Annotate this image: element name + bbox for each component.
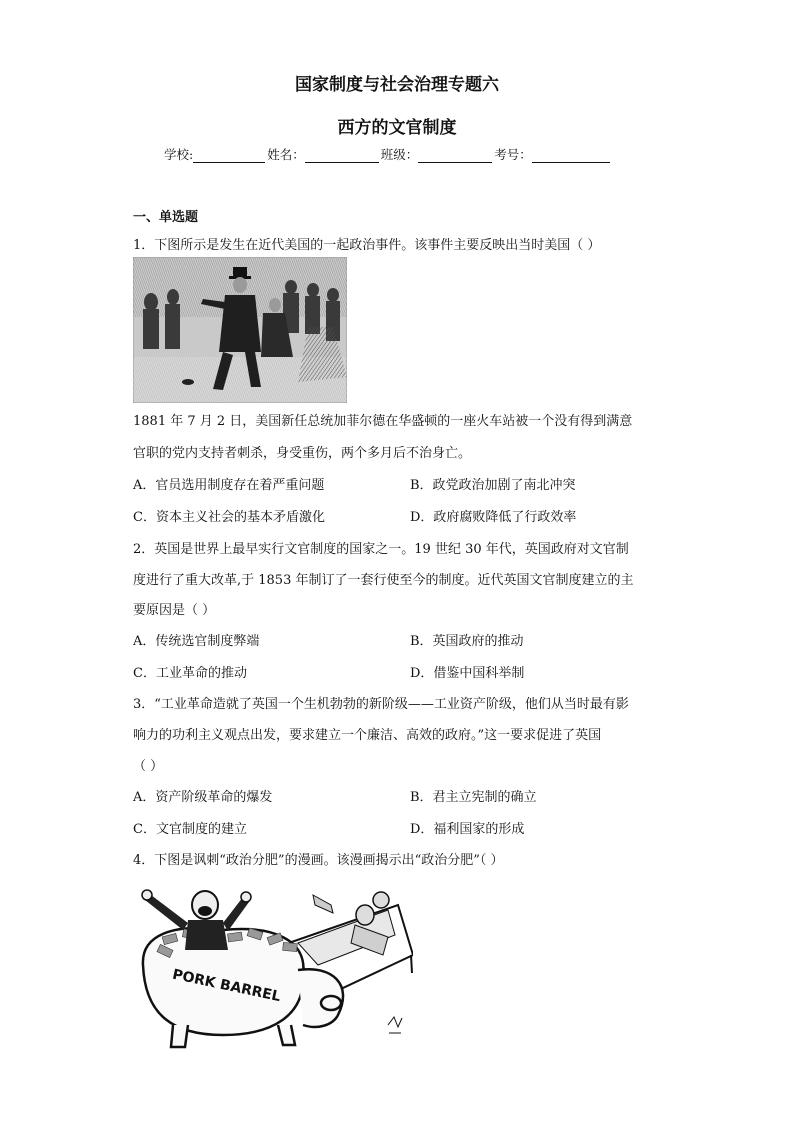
question-2-stem-line-1: 2．英国是世界上最早实行文官制度的国家之一。19 世纪 30 年代，英国政府对文官制	[133, 542, 629, 557]
question-2-option-a[interactable]: A．传统选官制度弊端	[133, 634, 260, 649]
question-3-option-c[interactable]: C．文官制度的建立	[133, 822, 247, 837]
question-4-stem: 4．下图是讽刺“政治分肥”的漫画。该漫画揭示出“政治分肥”（ ）	[133, 853, 504, 868]
question-3-stem-line-3: （ ）	[133, 759, 164, 774]
question-2-stem-line-2: 度进行了重大改革,于 1853 年制订了一套行使至今的制度。近代英国文官制度建立的主	[133, 573, 634, 588]
assassination-engraving-image	[133, 257, 347, 403]
exam-number-blank[interactable]	[532, 148, 610, 163]
section-heading: 一、单选题	[133, 210, 199, 225]
page-subtitle: 西方的文官制度	[337, 118, 457, 138]
question-3-option-b[interactable]: B．君主立宪制的确立	[410, 790, 537, 805]
question-3-stem-line-2: 响力的功利主义观点出发，要求建立一个廉洁、高效的政府。”这一要求促进了英国	[133, 728, 602, 743]
student-info-fields	[164, 145, 612, 163]
question-2-stem-line-3: 要原因是（ ）	[133, 603, 216, 618]
question-1-option-a[interactable]: A．官员选用制度存在着严重问题	[133, 478, 325, 493]
name-blank[interactable]	[305, 148, 379, 163]
question-3-option-d[interactable]: D．福利国家的形成	[410, 822, 525, 837]
question-1-stem: 1．下图所示是发生在近代美国的一起政治事件。该事件主要反映出当时美国（ ）	[133, 238, 601, 253]
question-1-option-d[interactable]: D．政府腐败降低了行政效率	[410, 510, 577, 525]
question-3-option-a[interactable]: A．资产阶级革命的爆发	[133, 790, 273, 805]
page-title: 国家制度与社会治理专题六	[295, 75, 499, 95]
question-2-option-b[interactable]: B．英国政府的推动	[410, 634, 524, 649]
question-1-caption-line-2: 官职的党内支持者刺杀，身受重伤，两个多月后不治身亡。	[133, 446, 472, 461]
pork-barrel-label: PORK BARREL	[170, 966, 283, 1006]
class-blank[interactable]	[418, 148, 492, 163]
class-label: 班级：	[380, 147, 419, 162]
exam-number-field[interactable]	[494, 145, 612, 163]
school-field[interactable]	[164, 145, 267, 163]
class-field[interactable]	[381, 145, 495, 163]
question-2-option-d[interactable]: D．借鉴中国科举制	[410, 666, 525, 681]
school-label: 学校:	[164, 147, 194, 162]
name-field[interactable]	[267, 145, 381, 163]
pork-barrel-cartoon-image	[133, 875, 413, 1053]
question-1-caption-line-1: 1881 年 7 月 2 日，美国新任总统加菲尔德在华盛顿的一座火车站被一个没有得到满意	[133, 414, 633, 429]
question-3-stem-line-1: 3．“工业革命造就了英国一个生机勃勃的新阶级——工业资产阶级，他们从当时最有影	[133, 697, 629, 712]
question-2-option-c[interactable]: C．工业革命的推动	[133, 666, 247, 681]
question-1-option-b[interactable]: B．政党政治加剧了南北冲突	[410, 478, 576, 493]
question-1-option-c[interactable]: C．资本主义社会的基本矛盾激化	[133, 510, 325, 525]
exam-number-label: 考号：	[494, 147, 532, 162]
name-label: 姓名：	[267, 147, 305, 162]
school-blank[interactable]	[193, 148, 265, 163]
